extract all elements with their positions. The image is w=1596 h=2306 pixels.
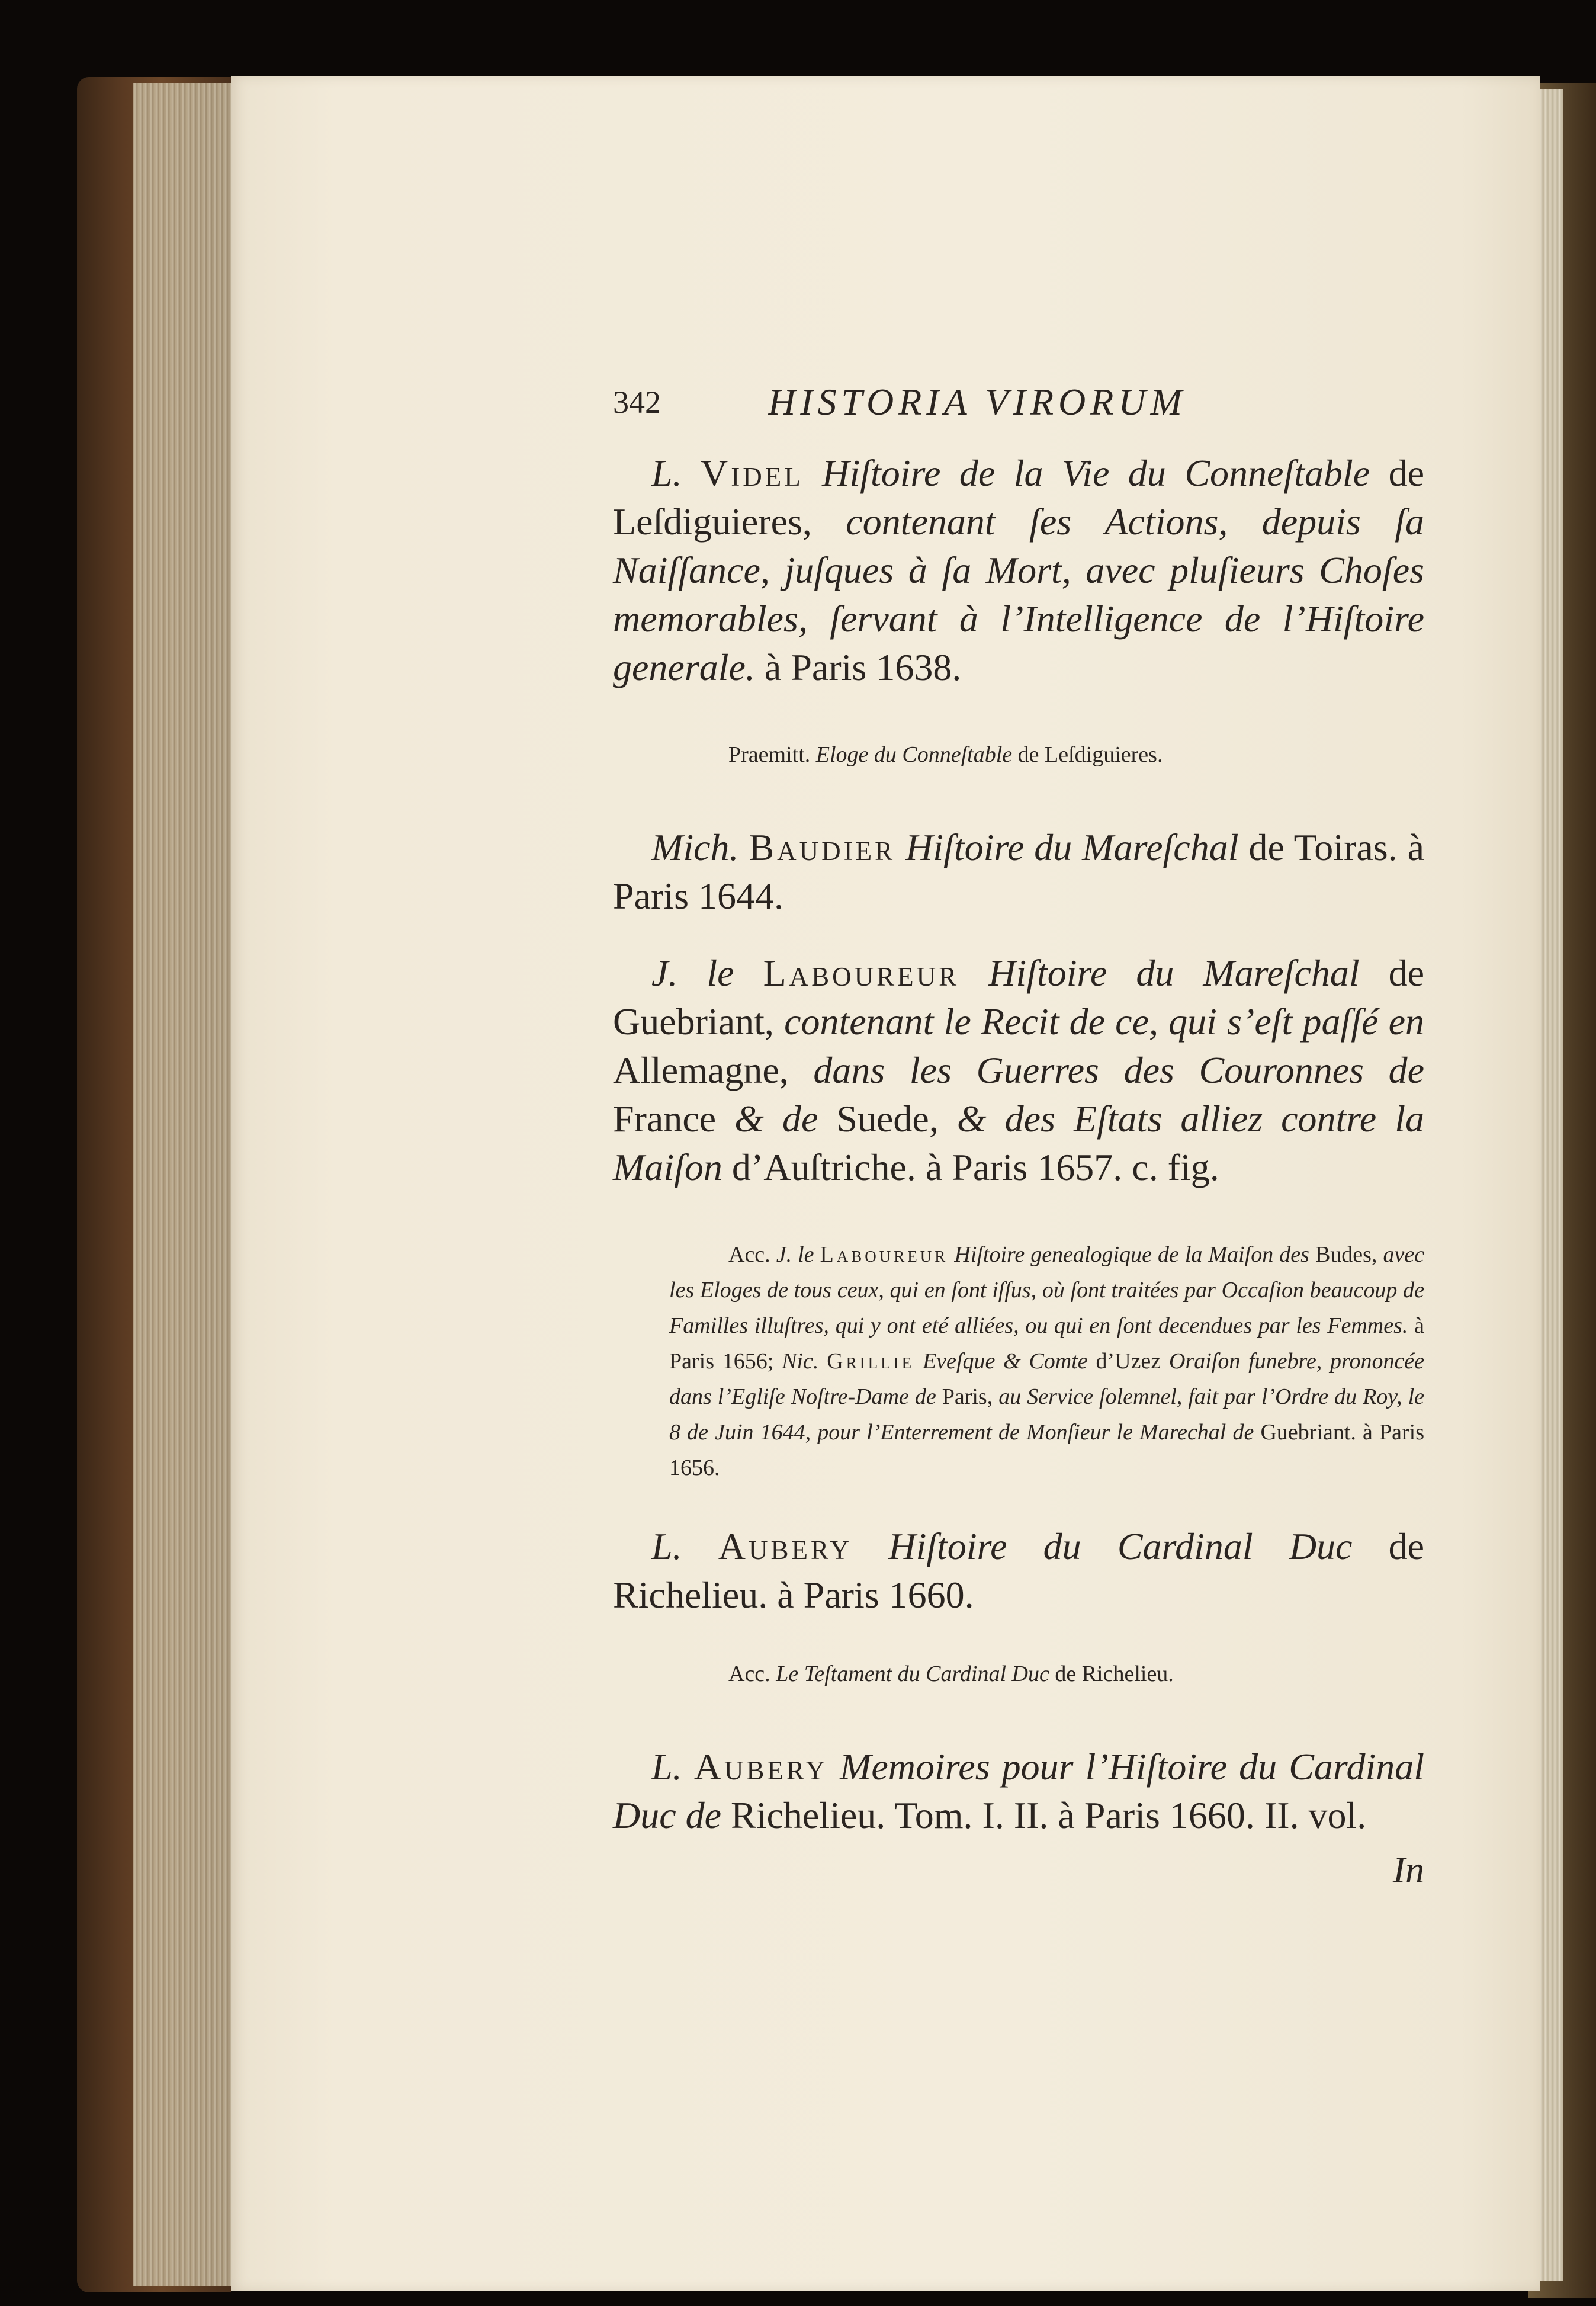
bibliography-entry: L. Aubery Memoires pour l’Hiſtoire du Cardinal Duc de Richelieu. Tom. I. II. à Paris 1660. II. vol. [613,1746,1425,1836]
bibliography-note: Acc. Le Teſtament du Cardinal Duc de Richelieu. [728,1662,1174,1686]
page-text [613,381,1425,1892]
bibliography-entry: Mich. Baudier Hiſtoire du Mareſchal de Toiras. à Paris 1644. [613,826,1425,917]
catchword: In [1392,1849,1424,1891]
bibliography-entry: L. Aubery Hiſtoire du Cardinal Duc de Richelieu. à Paris 1660. [613,1525,1425,1616]
bibliography-note: Acc. J. le Laboureur Hiſtoire genealogique de la Maiſon des Budes, avec les Eloges de tous ceux, qui en ſont iſſus, où ſont traitées par Occaſion beaucoup de Familles illuſtres, qui y ont eté alliées, ou qui en ſont decendues par les Femmes. à Paris 1656; Nic. Grillie Eveſque & Comte d’Uzez Oraiſon funebre, prononcée dans l’Egliſe Noſtre-Dame de Paris, au Service ſolemnel, fait par l’Ordre du Roy, le 8 de Juin 1644, pour l’Enterrement de Monſieur le Marechal de Guebriant. à Paris 1656. [669,1242,1425,1480]
bibliography-note: Praemitt. Eloge du Conneſtable de Leſdiguieres. [728,742,1163,767]
running-head [613,381,1424,449]
page-edges-left [133,83,234,2286]
running-head-title: HISTORIA VIRORUM [768,381,1187,423]
page-number: 342 [613,384,661,420]
bibliography-entry: J. le Laboureur Hiſtoire du Mareſchal de Guebriant, contenant le Recit de ce, qui s’eſt paſſé en Allemagne, dans les Guerres des Couronnes de France & de Suede, & des Eſtats alliez contre la Maiſon d’Auſtriche. à Paris 1657. c. fig. [613,952,1425,1188]
bibliography-entry: L. Videl Hiſtoire de la Vie du Conneſtable de Leſdiguieres, contenant ſes Actions, depuis ſa Naiſſance, juſques à ſa Mort, avec pluſieurs Choſes memorables, ſervant à l’Intelligence de l’Hiſtoire generale. à Paris 1638. [613,452,1425,688]
